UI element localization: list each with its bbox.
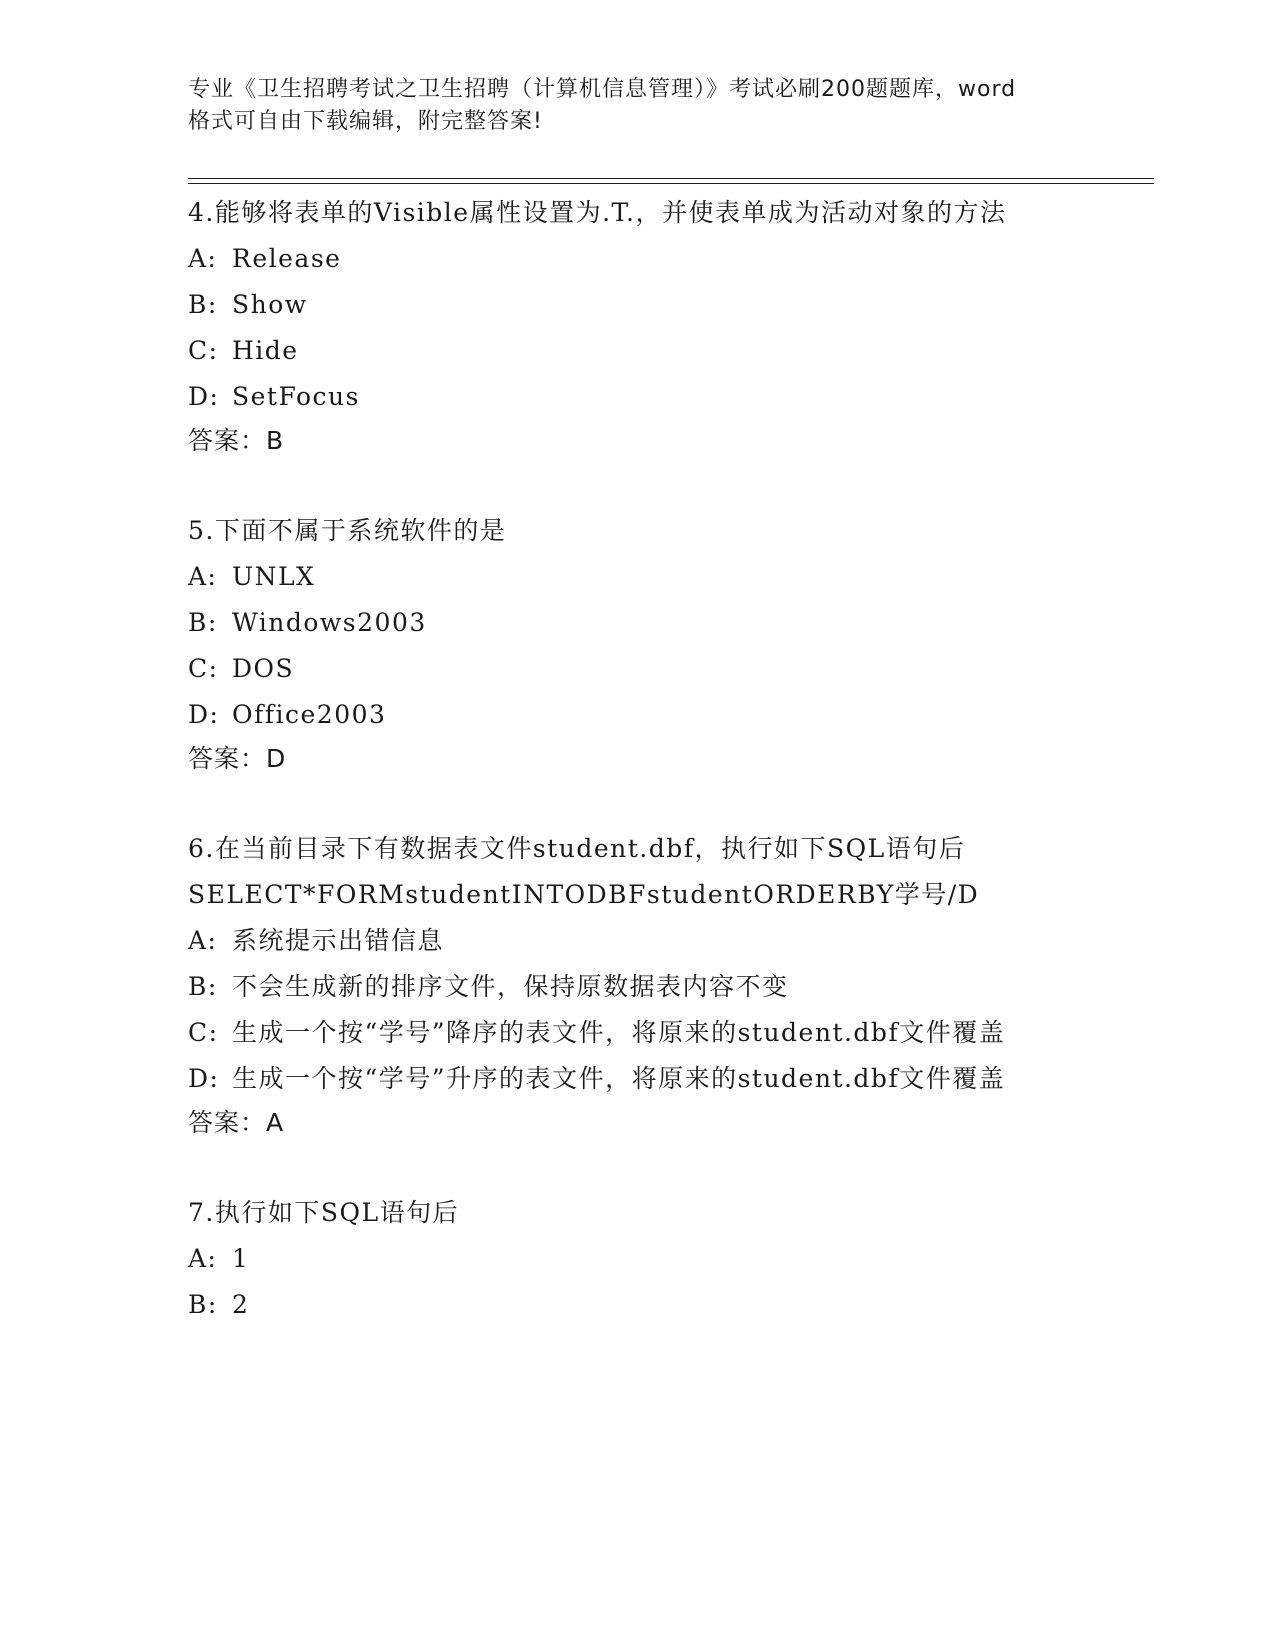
answer-line: 答案：B [188,426,285,455]
answer-line: 答案：D [188,744,287,773]
header-line-1: 专业《卫生招聘考试之卫生招聘（计算机信息管理）》考试必刷200题题库，word [188,77,1017,102]
option-text: 生成一个按“学号”升序的表文件，将原来的student.dbf文件覆盖 [232,1064,1006,1093]
option-text: Release [232,244,342,273]
option-text: Show [232,290,308,319]
option-letter: A: [188,562,218,591]
question-stem: 6.在当前目录下有数据表文件student.dbf，执行如下SQL语句后 [188,834,966,863]
option-b [188,282,1088,328]
option-letter: A: [188,926,218,955]
option-d [188,1056,1088,1102]
option-letter: C: [188,336,219,365]
option-b [188,600,1088,646]
option-d [188,374,1088,420]
option-letter: B: [188,290,218,319]
question-list [188,190,1088,1374]
question-4 [188,190,1088,462]
option-letter: B: [188,972,218,1001]
document-header [188,74,1088,138]
option-text: 生成一个按“学号”降序的表文件，将原来的student.dbf文件覆盖 [232,1018,1006,1047]
option-letter: D: [188,1064,220,1093]
option-letter: C: [188,1018,219,1047]
option-letter: D: [188,700,220,729]
option-letter: B: [188,608,218,637]
option-letter: A: [188,244,218,273]
option-a [188,236,1088,282]
option-b [188,964,1088,1010]
option-letter: B: [188,1290,218,1319]
option-text: Office2003 [232,700,387,729]
option-letter: C: [188,654,219,683]
option-text: 系统提示出错信息 [232,926,445,955]
option-text: DOS [232,654,295,683]
option-a [188,918,1088,964]
option-letter: A: [188,1244,218,1273]
header-divider-bottom [188,183,1154,184]
option-letter: D: [188,382,220,411]
option-a [188,1236,1088,1282]
option-d [188,692,1088,738]
question-7 [188,1190,1088,1328]
answer-line: 答案：A [188,1108,285,1137]
question-6 [188,826,1088,1144]
option-text: 2 [232,1290,250,1319]
option-text: Hide [232,336,299,365]
option-text: 不会生成新的排序文件，保持原数据表内容不变 [232,972,789,1001]
question-stem: 4.能够将表单的Visible属性设置为.T.，并使表单成为活动对象的方法 [188,198,1007,227]
question-stem: 7.执行如下SQL语句后 [188,1198,460,1227]
question-stem-sql: SELECT*FORMstudentINTODBFstudentORDERBY学号/D [188,880,980,909]
option-c [188,1010,1088,1056]
option-text: Windows2003 [232,608,427,637]
header-divider-top [188,178,1154,179]
option-a [188,554,1088,600]
question-stem: 5.下面不属于系统软件的是 [188,516,507,545]
option-c [188,328,1088,374]
question-5 [188,508,1088,780]
header-line-2: 格式可自由下载编辑，附完整答案! [188,109,543,134]
option-b [188,1282,1088,1328]
option-text: 1 [232,1244,250,1273]
option-c [188,646,1088,692]
option-text: SetFocus [232,382,360,411]
option-text: UNLX [232,562,316,591]
